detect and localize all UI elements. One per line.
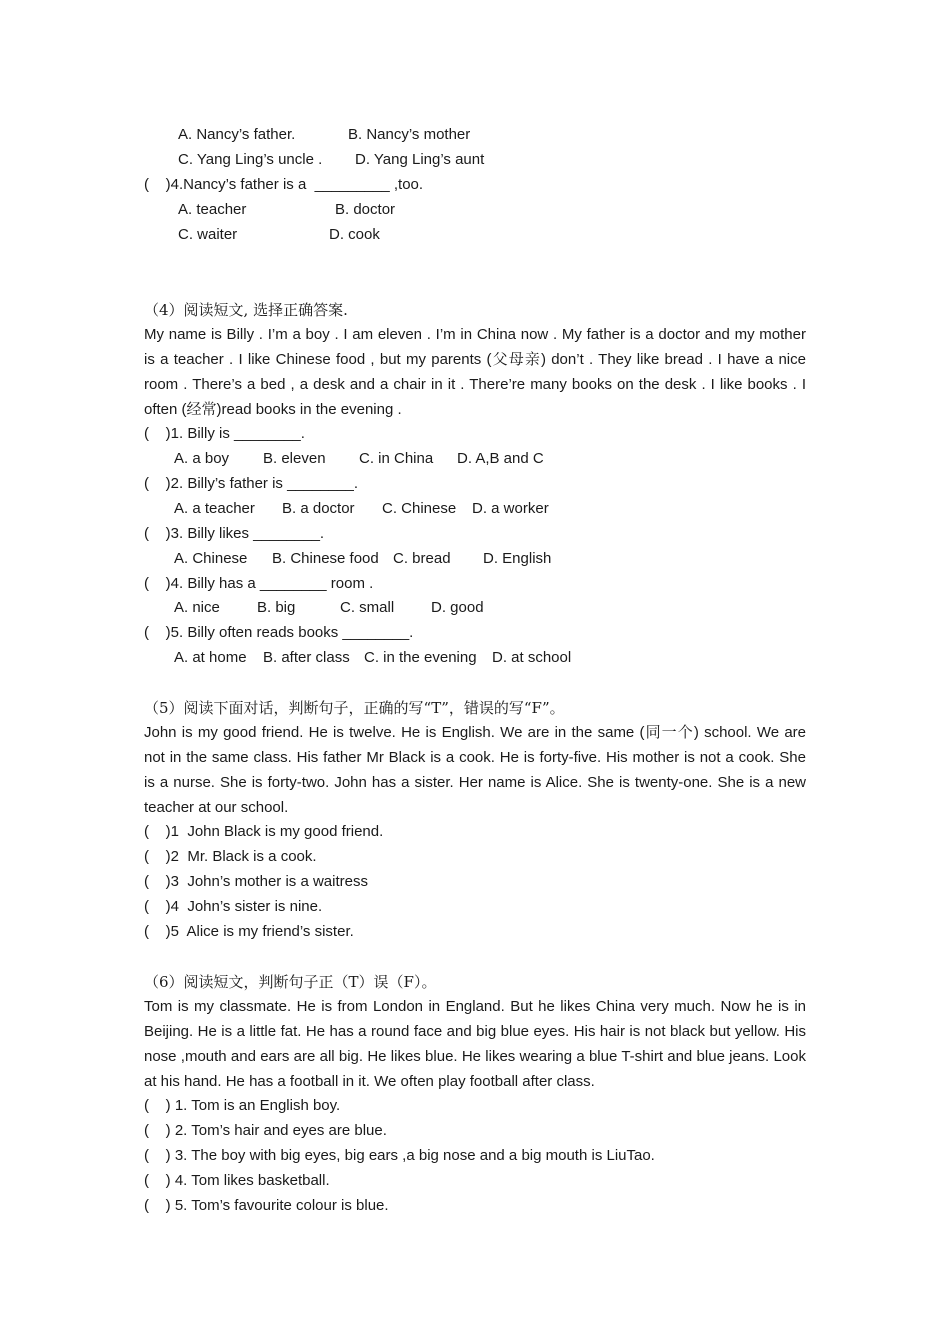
option-a: A. a teacher xyxy=(174,500,255,517)
statement-item: ( ) 4. Tom likes basketball. xyxy=(144,1172,330,1189)
question-stem: ( )4.Nancy’s father is a _________ ,too. xyxy=(144,176,424,193)
statement-item: ( ) 5. Tom’s favourite colour is blue. xyxy=(144,1197,389,1214)
statement-item: ( )4 John’s sister is nine. xyxy=(144,898,323,915)
option-d: D. English xyxy=(483,550,552,567)
reading-passage: Tom is my classmate. He is from London in England. But he likes China very much. Now he is in Beijing. He is a little fat. He has a round face and big blue eyes. His hair is not black but yellow. His nose ,mouth and ears are all big. He likes blue. He likes wearing a blue T-shirt and blue jeans. Look at his hand. He has a football in it. We often play football after class. xyxy=(144,998,806,1090)
option-c: C. in China xyxy=(359,450,434,467)
statement-item: ( )5 Alice is my friend’s sister. xyxy=(144,923,354,940)
option-d: D. Yang Ling’s aunt xyxy=(355,151,485,168)
statement-item: ( )3 John’s mother is a waitress xyxy=(144,873,368,890)
question-stem: ( )4. Billy has a ________ room . xyxy=(144,575,374,592)
option-a: A. a boy xyxy=(174,450,230,467)
statement-item: ( ) 1. Tom is an English boy. xyxy=(144,1097,341,1114)
reading-passage: John is my good friend. He is twelve. He is English. We are in the same (同一个) school. We are not in the same class. His father Mr Black is a cook. He is forty-five. His mother is not a cook. She is a nurse. She is forty-two. John has a sister. Her name is Alice. She is twenty-one. She is a new teacher at our school. xyxy=(144,724,806,816)
option-d: D. cook xyxy=(329,226,380,243)
option-d: D. A,B and C xyxy=(457,450,544,467)
question-stem: ( )2. Billy’s father is ________. xyxy=(144,475,358,492)
statement-item: ( )1 John Black is my good friend. xyxy=(144,823,384,840)
option-c: C. in the evening xyxy=(364,649,477,666)
option-c: C. Chinese xyxy=(382,500,457,517)
section-heading: （4）阅读短文, 选择正确答案. xyxy=(144,301,348,319)
option-b: B. Chinese food xyxy=(272,550,379,567)
option-c: C. bread xyxy=(393,550,451,567)
option-c: C. waiter xyxy=(178,226,238,243)
option-a: A. teacher xyxy=(178,201,247,218)
option-b: B. doctor xyxy=(335,201,396,218)
option-a: A. at home xyxy=(174,649,247,666)
question-stem: ( )5. Billy often reads books ________. xyxy=(144,624,414,641)
option-c: C. small xyxy=(340,599,395,616)
option-d: D. a worker xyxy=(472,500,549,517)
option-d: D. good xyxy=(431,599,484,616)
option-b: B. big xyxy=(257,599,296,616)
section-heading: （6）阅读短文，判断句子正（T）误（F）。 xyxy=(144,973,437,991)
option-d: D. at school xyxy=(492,649,572,666)
question-stem: ( )1. Billy is ________. xyxy=(144,425,305,442)
statement-item: ( ) 3. The boy with big eyes, big ears ,a big nose and a big mouth is LiuTao. xyxy=(144,1147,655,1164)
statement-item: ( ) 2. Tom’s hair and eyes are blue. xyxy=(144,1122,387,1139)
option-b: B. a doctor xyxy=(282,500,355,517)
reading-passage: My name is Billy . I’m a boy . I am eleven . I’m in China now . My father is a doctor and my mother is a teacher . I like Chinese food , but my parents (父母亲) don’t . They like bread . I have a nice room . There’s a bed , a desk and a chair in it . There’re many books on the desk . I like books . I often (经常)read books in the evening . xyxy=(144,326,806,418)
section-heading: （5）阅读下面对话，判断句子，正确的写“T”，错误的写“F”。 xyxy=(144,699,565,717)
option-b: B. eleven xyxy=(263,450,326,467)
question-stem: ( )3. Billy likes ________. xyxy=(144,525,325,542)
statement-item: ( )2 Mr. Black is a cook. xyxy=(144,848,317,865)
option-b: B. Nancy’s mother xyxy=(348,126,471,143)
option-b: B. after class xyxy=(263,649,350,666)
option-c: C. Yang Ling’s uncle . xyxy=(178,151,323,168)
option-a: A. Nancy’s father. xyxy=(178,126,296,143)
option-a: A. Chinese xyxy=(174,550,248,567)
option-a: A. nice xyxy=(174,599,220,616)
